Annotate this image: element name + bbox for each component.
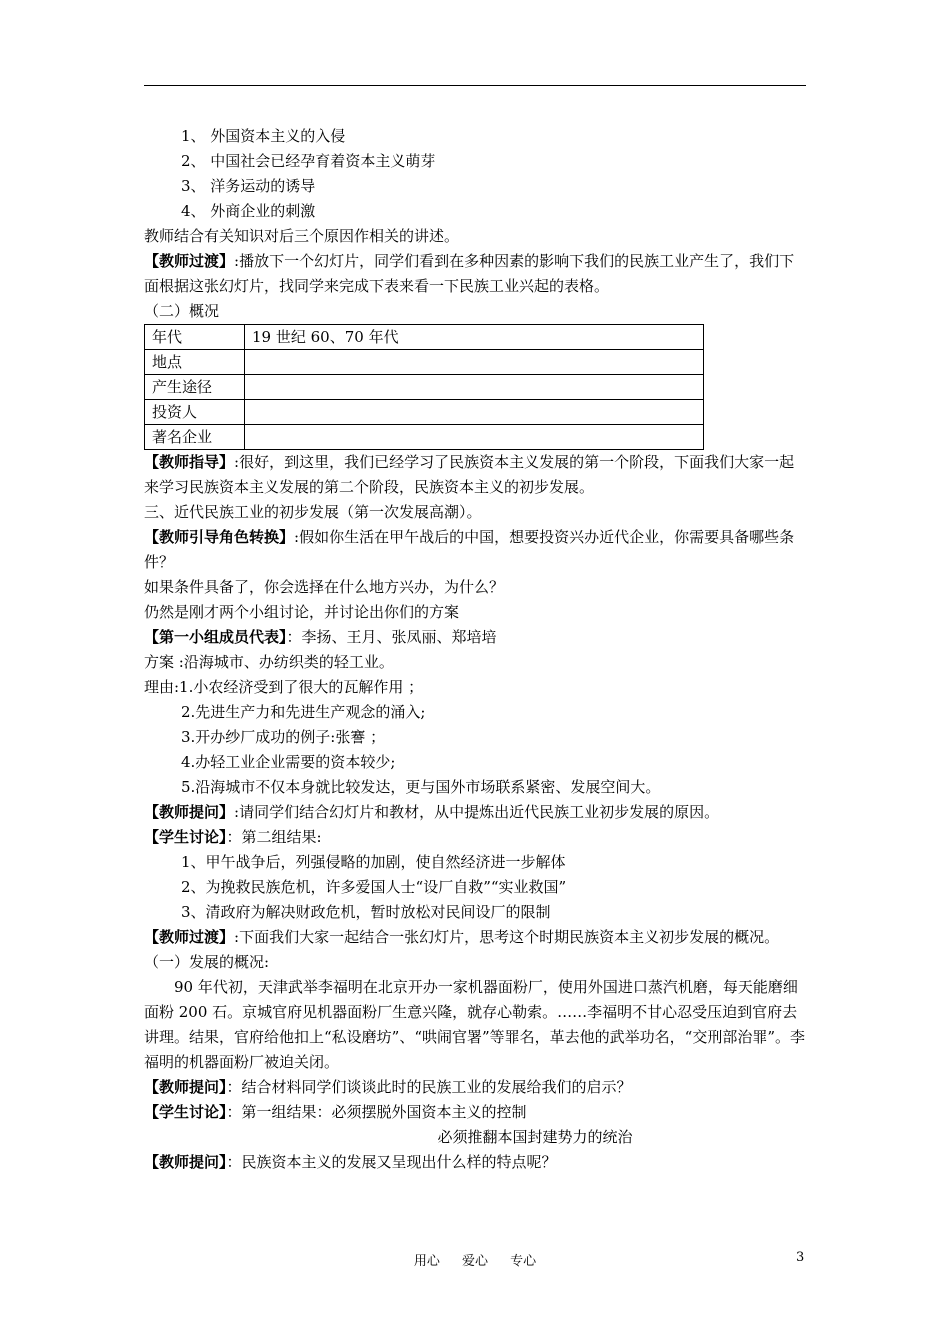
overview-heading: （二）概况 bbox=[144, 302, 220, 320]
group1-representatives bbox=[144, 625, 806, 650]
reason-point: 2.先进生产力和先进生产观念的涌入; bbox=[181, 703, 426, 721]
reason-point: 4.办轻工业企业需要的资本较少; bbox=[181, 753, 396, 771]
table-row bbox=[145, 375, 704, 400]
tag: 【教师提问】 bbox=[144, 803, 235, 821]
discussion-point: 2、为挽救民族危机，许多爱国人士“设厂自救”“实业救国” bbox=[181, 878, 567, 896]
tag: 【学生讨论】 bbox=[144, 1103, 227, 1121]
table-value bbox=[245, 375, 704, 400]
question-location: 如果条件具备了，你会选择在什么地方兴办，为什么？ bbox=[144, 578, 505, 596]
teacher-role-switch bbox=[144, 525, 806, 575]
table-row bbox=[145, 400, 704, 425]
discussion-continuation: 必须推翻本国封建势力的统治 bbox=[437, 1128, 633, 1146]
reason-lead: 理由:1.小农经济受到了很大的瓦解作用 ； bbox=[144, 678, 424, 696]
header-rule bbox=[144, 85, 806, 86]
reason-point: 5.沿海城市不仅本身就比较发达，更与国外市场联系紧密、发展空间大。 bbox=[181, 778, 661, 796]
question-group: 仍然是刚才两个小组讨论，并讨论出你们的方案 bbox=[144, 603, 460, 621]
overview-table bbox=[144, 324, 704, 450]
reason-item: 2、 中国社会已经孕育着资本主义萌芽 bbox=[181, 152, 436, 170]
tag: 【教师提问】 bbox=[144, 1153, 227, 1171]
table-value bbox=[245, 400, 704, 425]
section-heading: 三、近代民族工业的初步发展（第一次发展高潮）。 bbox=[144, 503, 482, 521]
tag: 【第一小组成员代表】 bbox=[144, 628, 287, 646]
table-label: 著名企业 bbox=[145, 425, 245, 450]
student-discussion-2 bbox=[144, 1100, 806, 1125]
story-paragraph: 90 年代初，天津武举李福明在北京开办一家机器面粉厂，使用外国进口蒸汽机磨，每天能磨细面粉 200 石。京城官府见机器面粉厂生意兴隆，就存心勒索。……李福明不甘心忍受压迫到官府去讲理。结果，官府给他扣上“私设磨坊”、“哄闹官署”等罪名，革去他的武举功名，“交刑部治罪”。李福明的机器面粉厂被迫关闭。 bbox=[144, 978, 806, 1071]
text: :很好，到这里，我们已经学习了民族资本主义发展的第一个阶段，下面我们大家一起来学习民族资本主义发展的第二个阶段，民族资本主义的初步发展。 bbox=[144, 453, 795, 496]
table-value: 19 世纪 60、70 年代 bbox=[245, 325, 704, 350]
text: ：李扬、王月、张凤丽、郑培培 bbox=[286, 628, 497, 646]
tag: 【教师过渡】 bbox=[144, 252, 235, 270]
text: :播放下一个幻灯片，同学们看到在多种因素的影响下我们的民族工业产生了，我们下面根据这张幻灯片，找同学来完成下表来看一下民族工业兴起的表格。 bbox=[144, 252, 795, 295]
teacher-question-2 bbox=[144, 1075, 806, 1100]
page-number: 3 bbox=[796, 1250, 805, 1265]
table-value bbox=[245, 425, 704, 450]
text: ：民族资本主义的发展又呈现出什么样的特点呢？ bbox=[226, 1153, 557, 1171]
table-label: 产生途径 bbox=[145, 375, 245, 400]
footer-slogan: 用心 爱心 专心 bbox=[413, 1254, 537, 1269]
table-value bbox=[245, 350, 704, 375]
reason-item: 4、 外商企业的刺激 bbox=[181, 202, 316, 220]
discussion-point: 1、甲午战争后，列强侵略的加剧，使自然经济进一步解体 bbox=[181, 853, 566, 871]
tag: 【教师指导】 bbox=[144, 453, 235, 471]
tag: 【学生讨论】 bbox=[144, 828, 227, 846]
tag: 【教师引导角色转换】 bbox=[144, 528, 295, 546]
teacher-note: 教师结合有关知识对后三个原因作相关的讲述。 bbox=[144, 227, 460, 245]
text: ：第一组结果：必须摆脱外国资本主义的控制 bbox=[226, 1103, 527, 1121]
student-discussion-1 bbox=[144, 825, 806, 850]
text: :假如你生活在甲午战后的中国，想要投资兴办近代企业，你需要具备哪些条件？ bbox=[144, 528, 795, 571]
table-row bbox=[145, 350, 704, 375]
reason-item: 1、 外国资本主义的入侵 bbox=[181, 127, 346, 145]
text: ：结合材料同学们谈谈此时的民族工业的发展给我们的启示？ bbox=[226, 1078, 632, 1096]
text: :请同学们结合幻灯片和教材，从中提炼出近代民族工业初步发展的原因。 bbox=[234, 803, 720, 821]
plan: 方案 :沿海城市、办纺织类的轻工业。 bbox=[144, 653, 394, 671]
teacher-transition-1 bbox=[144, 249, 806, 299]
discussion-point: 3、清政府为解决财政危机，暂时放松对民间设厂的限制 bbox=[181, 903, 551, 921]
table-row bbox=[145, 325, 704, 350]
table-label: 投资人 bbox=[145, 400, 245, 425]
page-content bbox=[144, 124, 806, 1175]
table-label: 地点 bbox=[145, 350, 245, 375]
table-row bbox=[145, 425, 704, 450]
teacher-question-3 bbox=[144, 1150, 806, 1175]
reason-point: 3.开办纱厂成功的例子:张謇 ； bbox=[181, 728, 386, 746]
tag: 【教师过渡】 bbox=[144, 928, 235, 946]
subheading: （一）发展的概况: bbox=[144, 953, 270, 971]
reason-item: 3、 洋务运动的诱导 bbox=[181, 177, 316, 195]
text: ：第二组结果: bbox=[226, 828, 322, 846]
text: :下面我们大家一起结合一张幻灯片，思考这个时期民族资本主义初步发展的概况。 bbox=[234, 928, 780, 946]
tag: 【教师提问】 bbox=[144, 1078, 227, 1096]
table-label: 年代 bbox=[145, 325, 245, 350]
teacher-question-1 bbox=[144, 800, 806, 825]
teacher-guidance bbox=[144, 450, 806, 500]
teacher-transition-2 bbox=[144, 925, 806, 950]
